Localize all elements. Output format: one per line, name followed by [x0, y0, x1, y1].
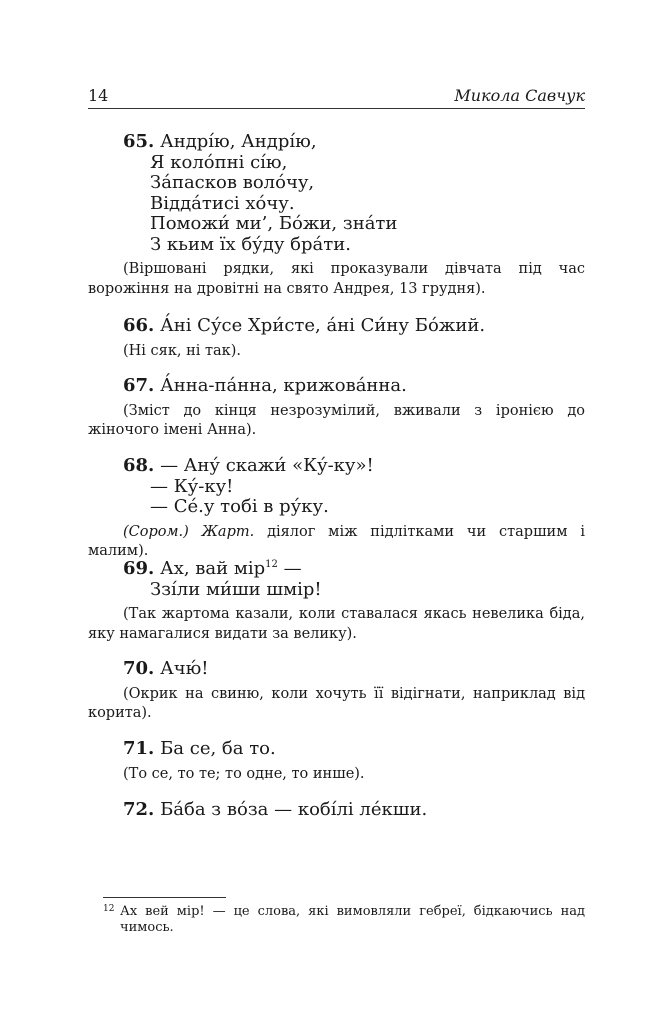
verse-line: Я коло́пні сі́ю,	[150, 151, 288, 173]
note-text: діялог між підлітками чи старшим і малим).	[88, 523, 585, 559]
footnote-reference[interactable]: 12	[265, 559, 278, 570]
verse-line: Ах, вай мір	[160, 558, 266, 579]
entry-verse	[88, 739, 585, 760]
note-abbreviation: Жарт.	[201, 523, 255, 540]
verse-line: А́ні Су́се Хри́сте, а́ні Си́ну Бо́жий.	[160, 315, 486, 336]
entry-number: 68.	[123, 455, 155, 476]
entry-72	[88, 800, 585, 821]
entry-number: 67.	[123, 375, 155, 396]
verse-line: — Ану́ скажи́ «Ку́-ку»!	[160, 455, 374, 476]
entry-68	[88, 456, 585, 562]
entry-note: (Ні сяк, ні так).	[123, 342, 242, 359]
verse-line: — Ку́-ку!	[150, 475, 234, 497]
entry-70	[88, 659, 585, 724]
page-header	[88, 84, 585, 109]
entry-note: (Так жартома казали, коли ставалася якась невелика біда, яку намагалися видати за велику).	[88, 606, 585, 642]
verse-line: За́пасков воло́чу,	[150, 172, 315, 193]
entry-verse	[88, 559, 585, 600]
entry-65	[88, 132, 585, 299]
verse-line: Ба́ба з во́за — кобі́лі ле́кши.	[160, 799, 428, 820]
entry-note: (Окрик на свиню, коли хочуть її відігнати, наприклад від корита).	[88, 685, 585, 721]
footnote-mark: 12	[103, 904, 115, 914]
footnote-divider	[103, 897, 226, 898]
entry-number: 66.	[123, 315, 155, 336]
entry-verse	[88, 456, 585, 518]
entry-number: 71.	[123, 738, 155, 759]
entry-71	[88, 739, 585, 784]
entry-69	[88, 559, 585, 644]
footnote	[103, 904, 585, 936]
entry-number: 65.	[123, 131, 155, 152]
entry-verse	[88, 316, 585, 337]
footnote-text: Ах вей мір! — це слова, які вимовляли гебреї, бідкаючись над чимось.	[120, 904, 585, 935]
entry-number: 72.	[123, 799, 155, 820]
verse-line: Ачю́!	[160, 658, 209, 679]
entry-note: (Зміст до кінця незрозумілий, вживали з іронією до жіночого імені Анна).	[88, 402, 585, 438]
entry-verse	[88, 659, 585, 680]
verse-line: Ззі́ли ми́ши шмір!	[150, 578, 322, 600]
entry-note	[88, 523, 585, 562]
verse-line: Ба се, ба то.	[160, 738, 276, 759]
verse-line-tail: —	[277, 558, 302, 579]
verse-line: Андрі́ю, Андрі́ю,	[160, 131, 317, 152]
entry-verse	[88, 800, 585, 821]
verse-line: — Се́.у тобі в ру́ку.	[150, 496, 329, 517]
note-abbreviation: (Сором.)	[123, 523, 189, 540]
entry-number: 70.	[123, 658, 155, 679]
entry-66	[88, 316, 585, 361]
entry-67	[88, 376, 585, 441]
entry-note: (Віршовані рядки, які проказували дівчата під час ворожіння на дровітні на свято Андрея, 13 грудня).	[88, 261, 585, 297]
verse-line: А́нна-па́нна, крижова́нна.	[160, 375, 407, 396]
running-head-author: Микола Савчук	[454, 86, 585, 105]
entry-verse	[88, 376, 585, 397]
page-number: 14	[88, 86, 109, 105]
verse-line: Поможи́ ми’, Бо́жи, зна́ти	[150, 213, 398, 234]
entry-verse	[88, 132, 585, 255]
entry-number: 69.	[123, 558, 155, 579]
verse-line: Відда́тисі хо́чу.	[150, 192, 295, 214]
verse-line: З кьим їх бу́ду бра́ти.	[150, 233, 351, 255]
entry-note: (То се, то те; то одне, то инше).	[123, 765, 365, 782]
